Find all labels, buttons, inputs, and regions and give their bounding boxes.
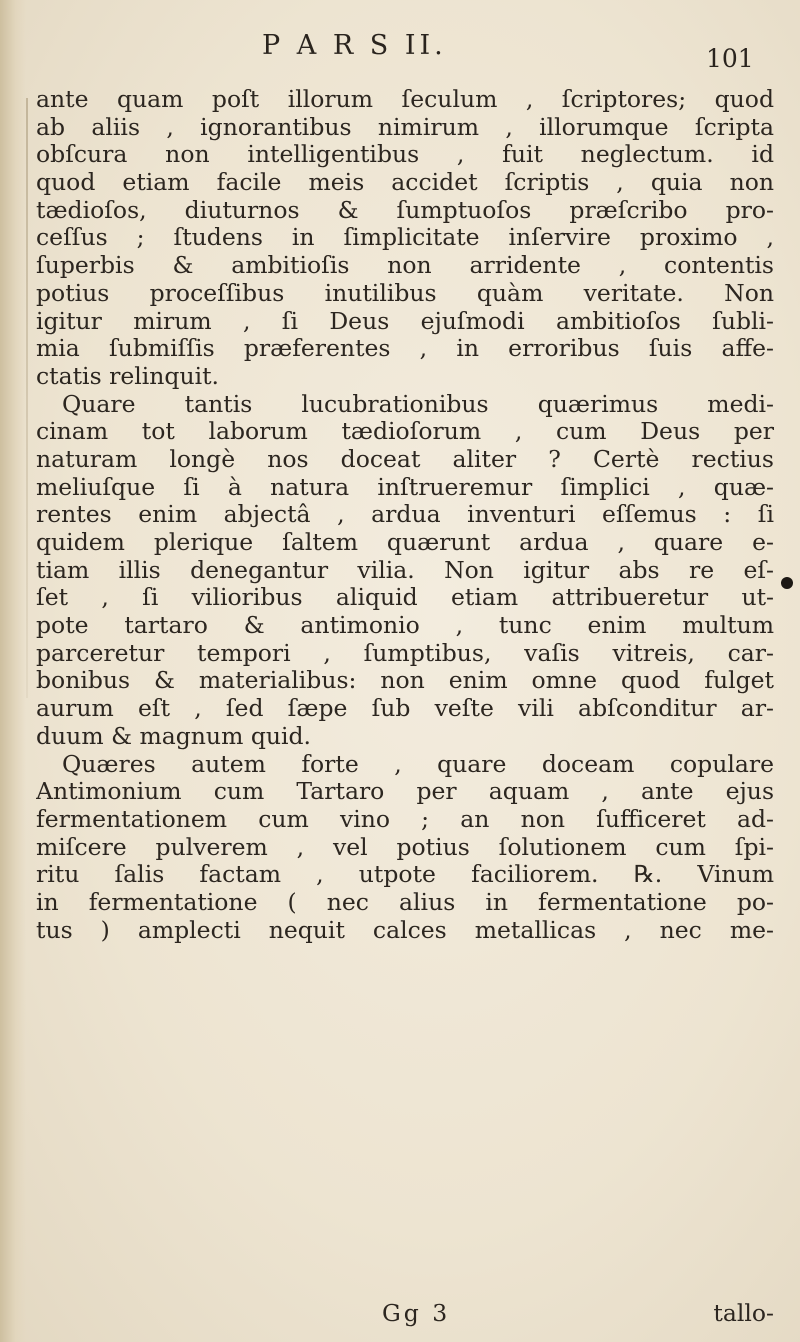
- signature-mark: Gg 3: [382, 1299, 451, 1327]
- text-line: ab aliis , ignorantibus nimirum , illorumque ſcripta: [36, 113, 774, 141]
- text-line: in fermentatione ( nec alius in fermentatione po-: [36, 888, 774, 916]
- text-line: ſuperbis & ambitioſis non arridente , contentis: [36, 252, 774, 280]
- text-line: quidem plerique ſaltem quærunt ardua , quare e-: [36, 529, 774, 556]
- text-line: quod etiam facile meis accidet ſcriptis , quia non: [36, 169, 774, 197]
- text-line: aurum eſt , ſed ſæpe ſub veſte vili abſconditur ar-: [36, 695, 774, 723]
- paragraph-start-line: Quare tantis lucubrationibus quærimus medi-: [62, 390, 774, 418]
- text-line: tædioſos, diuturnos & ſumptuoſos præſcribo pro-: [36, 196, 774, 224]
- text-line: fermentationem cum vino ; an non ſufficeret ad-: [36, 805, 774, 833]
- running-head: P A R S II.: [262, 30, 447, 61]
- text-line: rentes enim abjectâ , ardua inventuri eſſemus : ſi: [36, 501, 774, 529]
- ink-blot-mark: [781, 577, 793, 589]
- text-line: ſet , ſi vilioribus aliquid etiam attribueretur ut-: [36, 584, 774, 612]
- text-line: miſcere pulverem , vel potius ſolutionem cum ſpi-: [36, 833, 774, 861]
- text-line: ante quam poſt illorum ſeculum , ſcriptores; quod: [36, 86, 774, 113]
- text-line: igitur mirum , ſi Deus ejuſmodi ambitioſos ſubli-: [36, 307, 774, 335]
- page-footer: [36, 1296, 774, 1330]
- text-line: tiam illis denegantur vilia. Non igitur abs re eſ-: [36, 556, 774, 584]
- text-line: tus ) amplecti nequit calces metallicas , nec me-: [36, 916, 774, 944]
- body-text: [36, 86, 774, 944]
- text-line: naturam longè nos doceat aliter ? Certè rectius: [36, 445, 774, 473]
- text-line: parceretur tempori , ſumptibus, vaſis vitreis, car-: [36, 639, 774, 667]
- text-line: cinam tot laborum tædioſorum , cum Deus per: [36, 418, 774, 446]
- gutter-shadow: [0, 0, 26, 1342]
- text-line: ceſſus ; ſtudens in ſimplicitate inſervire proximo ,: [36, 224, 774, 252]
- paragraph-start-line: Quæres autem forte , quare doceam copulare: [62, 750, 774, 778]
- text-line: obſcura non intelligentibus , fuit neglectum. id: [36, 141, 774, 169]
- text-line: Antimonium cum Tartaro per aquam , ante ejus: [36, 778, 774, 806]
- page-number: 101: [706, 44, 754, 73]
- text-line: potius proceſſibus inutilibus quàm veritate. Non: [36, 279, 774, 307]
- text-line: duum & magnum quid.: [36, 722, 312, 750]
- text-line: pote tartaro & antimonio , tunc enim multum: [36, 612, 774, 640]
- catchword: tallo-: [713, 1299, 774, 1327]
- text-line: ritu ſalis factam , utpote faciliorem. ℞. Vinum: [36, 861, 774, 889]
- text-line: meliuſque ſi à natura inſtrueremur ſimplici , quæ-: [36, 473, 774, 501]
- text-line: bonibus & materialibus: non enim omne quod fulget: [36, 667, 774, 695]
- margin-rule: [26, 98, 28, 698]
- text-line: ctatis relinquit.: [36, 362, 220, 390]
- page-header: [0, 30, 800, 80]
- text-line: mia ſubmiſſis præferentes , in erroribus ſuis affe-: [36, 335, 774, 363]
